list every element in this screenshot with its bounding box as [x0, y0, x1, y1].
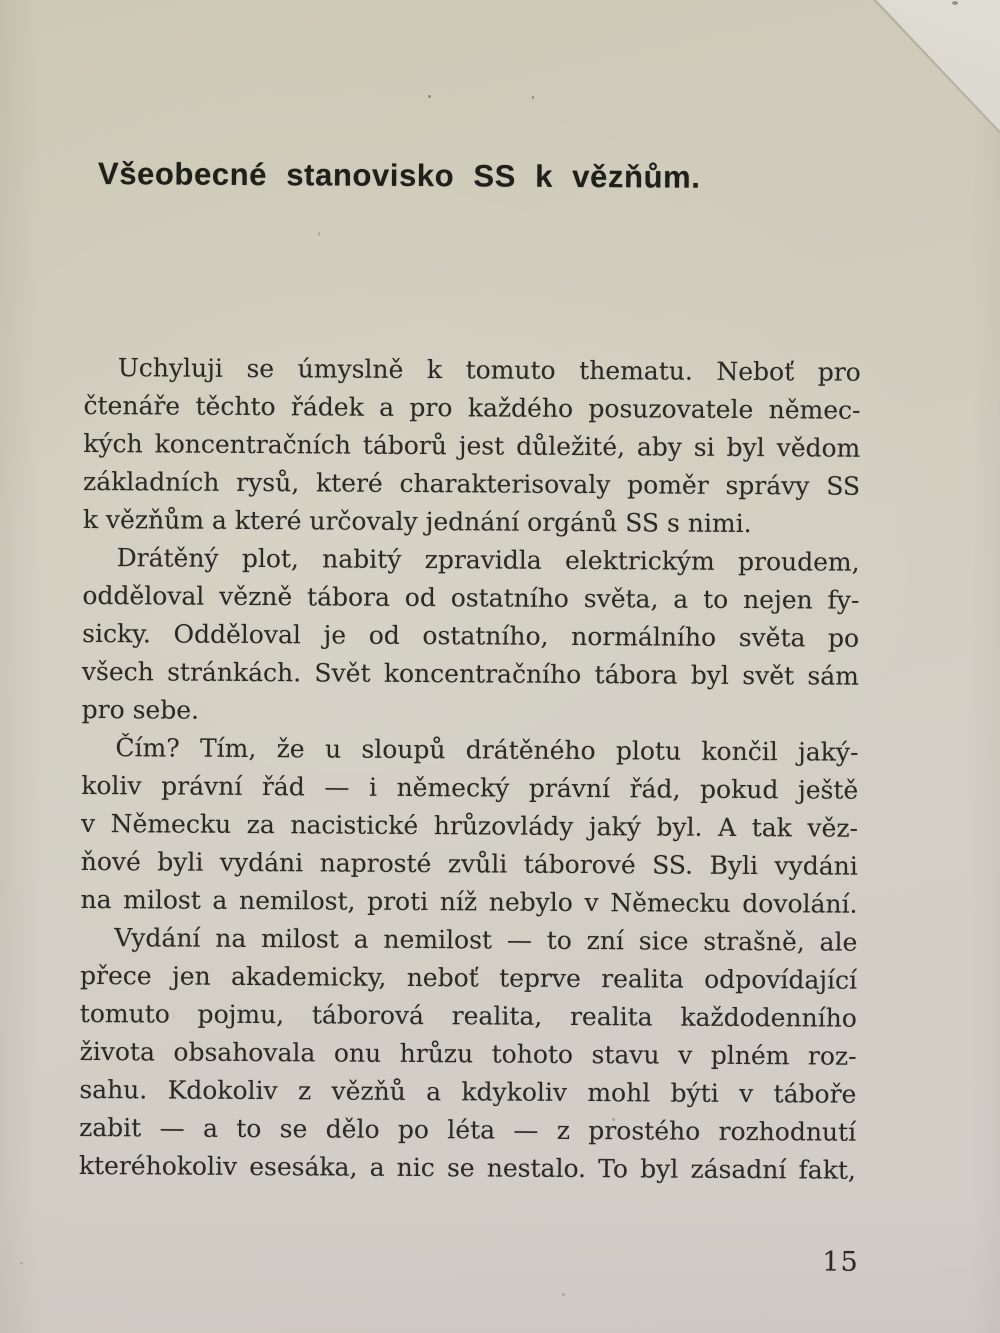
paragraph — [80, 729, 858, 924]
text-line: přece jen akademicky, neboť teprve realita odpovídající — [79, 960, 858, 995]
text-line: v Německu za nacistické hrůzovlády jaký byl. A tak věz- — [80, 808, 859, 843]
text-line: Drátěný plot, nabitý zpravidla elektrickým proudem, — [116, 543, 860, 577]
text-line: zabit — a to se dělo po léta — z prostého rozhodnutí — [79, 1112, 857, 1147]
text-line: odděloval vězně tábora od ostatního světa, a to nejen fy- — [82, 580, 860, 615]
text-line: čtenáře těchto řádek a pro každého posuzovatele němec- — [83, 390, 861, 425]
text-line: života obsahovala onu hrůzu tohoto stavu v plném roz- — [79, 1036, 857, 1071]
page-heading: Všeobecné stanovisko SS k vězňům. — [97, 156, 701, 195]
text-line: ňové byli vydáni naprosté zvůli táborové SS. Byli vydáni — [80, 846, 858, 881]
text-line: Čím? Tím, že u sloupů drátěného plotu končil jaký- — [115, 733, 859, 767]
text-line: základních rysů, které charakterisovaly poměr správy SS — [83, 466, 861, 501]
page-number: 15 — [822, 1246, 859, 1278]
text-line: kteréhokoliv esesáka, a nic se nestalo. To byl zásadní fakt, — [78, 1150, 856, 1185]
text-line: na milost a nemilost, proti níž nebylo v Německu dovolání. — [80, 884, 858, 919]
text-line: Uchyluji se úmyslně k tomuto thematu. Neboť pro — [117, 353, 861, 387]
text-line: pro sebe. — [81, 694, 200, 725]
text-line: sicky. Odděloval je od ostatního, normálního světa po — [82, 618, 860, 653]
paragraph — [79, 919, 858, 1190]
body-text — [79, 349, 861, 1190]
text-line: tomuto pojmu, táborová realita, realita každodenního — [79, 998, 857, 1033]
text-line: kých koncentračních táborů jest důležité, aby si byl vědom — [83, 428, 861, 463]
text-line: k vězňům a které určovaly jednání orgánů SS s nimi. — [82, 504, 752, 539]
text-line: všech stránkách. Svět koncentračního tábora byl svět sám — [81, 656, 860, 691]
paragraph — [83, 349, 861, 544]
paragraph — [82, 539, 860, 734]
text-line: koliv právní řád — i německý právní řád, pokud ještě — [81, 770, 859, 805]
text-line: Vydání na milost a nemilost — to zní sice strašně, ale — [114, 923, 858, 957]
text-line: sahu. Kdokoliv z vězňů a kdykoliv mohl býti v táboře — [79, 1074, 857, 1109]
